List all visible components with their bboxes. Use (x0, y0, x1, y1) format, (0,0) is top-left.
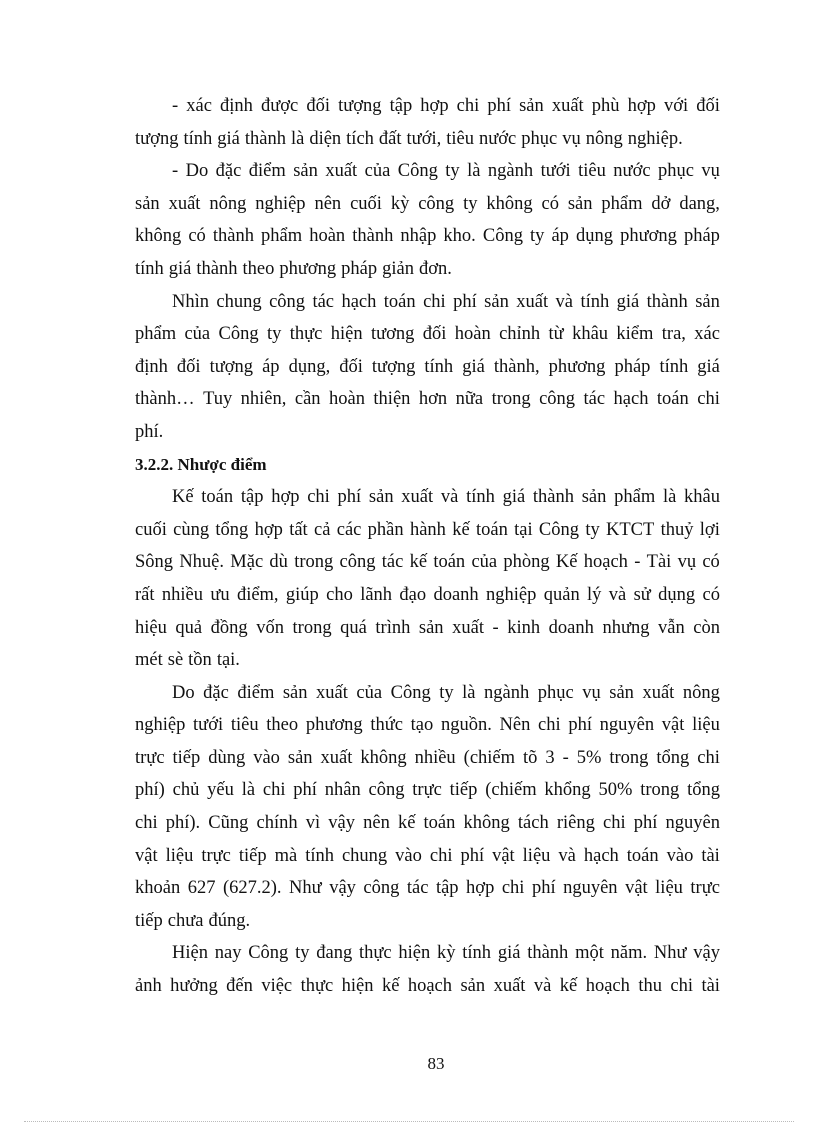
text-line: trực tiếp dùng vào sản xuất không nhiều (chiếm tõ 3 - 5% trong tổng chi (135, 747, 720, 768)
text-line: Do đặc điểm sản xuất của Công ty là ngành phục vụ sản xuất nông (172, 682, 720, 703)
text-line: cuối cùng tổng hợp tất cả các phần hành kế toán tại Công ty KTCT thuỷ lợi (135, 519, 720, 540)
text-line: không có thành phẩm hoàn thành nhập kho. Công ty áp dụng phương pháp (135, 226, 720, 247)
paragraph (135, 677, 720, 938)
text-line: phí. (135, 421, 164, 442)
text-line: tượng tính giá thành là diện tích đất tưới, tiêu nước phục vụ nông nghiệp. (135, 128, 683, 149)
text-line: rất nhiều ưu điểm, giúp cho lãnh đạo doanh nghiệp quản lý và sử dụng có (135, 584, 720, 605)
text-line: phẩm của Công ty thực hiện tương đối hoàn chỉnh từ khâu kiểm tra, xác (135, 324, 720, 345)
text-line: thành… Tuy nhiên, cần hoàn thiện hơn nữa trong công tác hạch toán chi (135, 389, 720, 410)
paragraph (135, 937, 720, 1002)
text-line: mét sè tồn tại. (135, 650, 240, 671)
text-line: Sông Nhuệ. Mặc dù trong công tác kế toán của phòng Kế hoạch - Tài vụ có (135, 552, 720, 573)
text-line: tính giá thành theo phương pháp giản đơn. (135, 258, 452, 279)
paragraph (135, 90, 720, 155)
page-bottom-divider (24, 1121, 794, 1122)
text-line: vật liệu trực tiếp mà tính chung vào chi phí vật liệu và hạch toán vào tài (135, 845, 720, 866)
page-number: 83 (427, 1054, 445, 1073)
text-line: Nhìn chung công tác hạch toán chi phí sản xuất và tính giá thành sản (172, 291, 720, 312)
text-line: hiệu quả đồng vốn trong quá trình sản xuất - kinh doanh nhưng vẫn còn (135, 617, 720, 638)
text-line: định đối tượng áp dụng, đối tượng tính giá thành, phương pháp tính giá (135, 356, 720, 377)
text-line: tiếp chưa đúng. (135, 910, 251, 931)
text-line: sản xuất nông nghiệp nên cuối kỳ công ty không có sản phẩm dở dang, (135, 193, 720, 214)
section-heading: 3.2.2. Nhược điểm (135, 454, 267, 474)
text-line: - Do đặc điểm sản xuất của Công ty là ngành tưới tiêu nước phục vụ (172, 161, 720, 182)
text-line: khoản 627 (627.2). Như vậy công tác tập hợp chi phí nguyên vật liệu trực (135, 878, 720, 899)
text-line: chi phí). Cũng chính vì vậy nên kế toán không tách riêng chi phí nguyên (135, 813, 720, 834)
paragraph (135, 481, 720, 677)
text-line: ảnh hưởng đến việc thực hiện kế hoạch sản xuất và kế hoạch thu chi tài (135, 976, 720, 997)
text-line: phí) chủ yếu là chi phí nhân công trực tiếp (chiếm khổng 50% trong tổng (135, 780, 720, 801)
paragraph (135, 155, 720, 285)
text-line: Hiện nay Công ty đang thực hiện kỳ tính giá thành một năm. Như vậy (172, 943, 720, 964)
text-line: - xác định được đối tượng tập hợp chi phí sản xuất phù hợp với đối (172, 96, 720, 116)
text-line: Kế toán tập hợp chi phí sản xuất và tính giá thành sản phẩm là khâu (172, 487, 720, 508)
text-line: nghiệp tưới tiêu theo phương thức tạo nguồn. Nên chi phí nguyên vật liệu (135, 715, 720, 736)
document-body (135, 90, 720, 1003)
paragraph (135, 286, 720, 449)
